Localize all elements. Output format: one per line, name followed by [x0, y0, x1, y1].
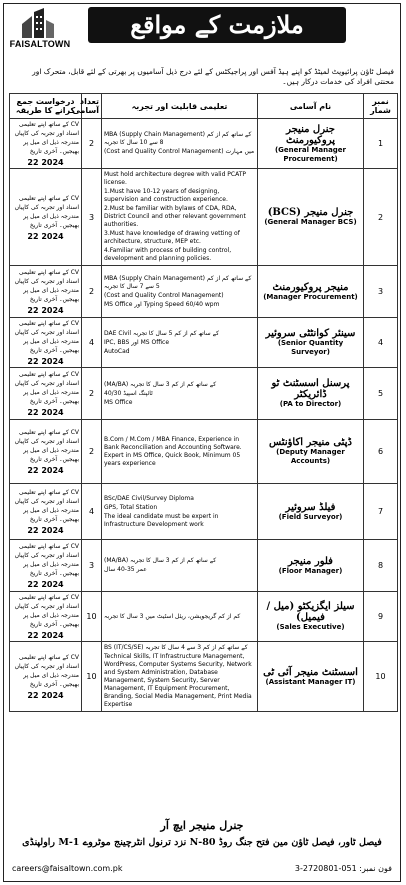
- apply-date: 22 2024: [27, 691, 64, 700]
- header-count: تعداد آسامی: [82, 94, 102, 119]
- intro-text: فیصل ٹاؤن پرائیویٹ لمیٹڈ کو اپنے ہیڈ آفس اور پراجیکٹس کے لئے درج ذیل آسامیوں پر بھرتی کے لئے قابل، متحرک اور محنتی افراد کی خدمات درکار ہیں۔: [32, 67, 394, 86]
- apply-date: 22 2024: [27, 466, 64, 475]
- apply-text: CV کے ساتھ اپنے تعلیمی اسناد اور تجربہ کی کاپیاں مندرجہ ذیل ای میل پر بھیجیں۔ آخری تاریخ: [14, 194, 79, 229]
- post-name: [258, 266, 364, 318]
- table-row: [10, 266, 398, 318]
- apply-text: CV کے ساتھ اپنے تعلیمی اسناد اور تجربہ کی کاپیاں مندرجہ ذیل ای میل پر بھیجیں۔ آخری تاریخ: [14, 543, 79, 577]
- table-row: [10, 484, 398, 540]
- table-row: [10, 318, 398, 368]
- qualification-line: کم از کم گریجویشن، ریئل اسٹیٹ میں 3 سال کا تجربہ: [104, 612, 241, 620]
- phone-value: 051-2720801-3: [294, 864, 357, 873]
- serial-number: 1: [364, 119, 398, 169]
- apply-method: [10, 368, 82, 420]
- qualification-line: B.Com / M.Com / MBA Finance, Experience in Bank Reconciliation and Accounting Software. Expert in MS Office, Quick Book, Minimum 05 years experience: [104, 435, 242, 467]
- apply-date: 22 2024: [27, 306, 64, 315]
- table-row: [10, 642, 398, 712]
- qualification-line: (Cost and Quality Control Management) میں مہارت: [104, 148, 255, 155]
- post-name-urdu: جنرل منیجر پروکیورمنٹ: [285, 123, 336, 146]
- qualification-line: 2.Must be familiar with bylaws of CDA, RDA, District Council and other relevant government authorities.: [104, 205, 246, 228]
- post-count: 3: [82, 540, 102, 592]
- footer: [4, 819, 400, 881]
- qualification-line: BS (IT/CS/SE) کے ساتھ کم از کم 3 سے 4 سال کا تجربہ: [104, 644, 248, 651]
- apply-text: CV کے ساتھ اپنے تعلیمی اسناد اور تجربہ کی کاپیاں مندرجہ ذیل ای میل پر بھیجیں۔ آخری تاریخ: [14, 489, 79, 523]
- qualification-line: MBA (Supply Chain Management) کے ساتھ کم از کم 8 سے 10 سال کا تجربہ: [104, 131, 252, 146]
- post-count: 2: [82, 266, 102, 318]
- address: فیصل ٹاور، فیصل ٹاؤن مین فتح جنگ روڈ N-80 نزد ترنول انٹرچینج موٹروے M-1 راولپنڈی: [22, 837, 382, 848]
- advertisement-page: [3, 3, 401, 882]
- post-name-english: (Field Surveyor): [278, 512, 343, 521]
- brand-name: FAISALTOWN: [9, 39, 71, 49]
- post-name: [258, 119, 364, 169]
- post-name-urdu: فلور منیجر: [288, 555, 333, 567]
- apply-text: CV کے ساتھ اپنے تعلیمی اسناد اور تجربہ کی کاپیاں مندرجہ ذیل ای میل پر بھیجیں۔ آخری تاریخ: [14, 654, 79, 688]
- qualification-line: DAE Civil کے ساتھ کم از کم 5 سال کا تجربہ: [104, 329, 219, 337]
- post-name: [258, 540, 364, 592]
- apply-date: 22 2024: [27, 580, 64, 589]
- qualification-cell: [102, 169, 258, 266]
- qualification-line: 4.Familiar with process of building control, development and planning policies.: [104, 247, 232, 262]
- qualification-cell: [102, 592, 258, 642]
- serial-number: 8: [364, 540, 398, 592]
- email-address[interactable]: careers@faisaltown.com.pk: [12, 864, 123, 873]
- serial-number: 6: [364, 420, 398, 484]
- post-name-english: (General Manager Procurement): [274, 145, 347, 163]
- apply-text: CV کے ساتھ اپنے تعلیمی اسناد اور تجربہ کی کاپیاں مندرجہ ذیل ای میل پر بھیجیں۔ آخری تاریخ: [14, 320, 79, 354]
- header: [4, 4, 400, 54]
- serial-number: 4: [364, 318, 398, 368]
- post-count: 4: [82, 484, 102, 540]
- table-header-row: [10, 94, 398, 119]
- phone-number: [295, 864, 392, 873]
- post-name-english: (Deputy Manager Accounts): [276, 448, 345, 465]
- apply-text: CV کے ساتھ اپنے تعلیمی اسناد اور تجربہ کی کاپیاں مندرجہ ذیل ای میل پر بھیجیں۔ آخری تاریخ: [14, 429, 79, 463]
- header-qualification: تعلیمی قابلیت اور تجربہ: [102, 94, 258, 119]
- table-row: [10, 592, 398, 642]
- post-name: [258, 169, 364, 266]
- qualification-line: GPS, Total Station: [104, 503, 158, 511]
- serial-number: 2: [364, 169, 398, 266]
- post-name-urdu: فیلڈ سروئیر: [285, 501, 336, 513]
- serial-number: 3: [364, 266, 398, 318]
- qualification-line: (Cost and Quality Control Management): [104, 291, 224, 299]
- serial-number: 9: [364, 592, 398, 642]
- phone-label: فون نمبر:: [359, 864, 392, 873]
- qualification-line: The ideal candidate must be expert in Infrastructure Development work: [104, 512, 219, 528]
- apply-method: [10, 318, 82, 368]
- apply-method: [10, 420, 82, 484]
- table-row: [10, 119, 398, 169]
- post-count: 3: [82, 169, 102, 266]
- apply-date: 22 2024: [27, 526, 64, 535]
- qualification-cell: [102, 368, 258, 420]
- apply-method: [10, 119, 82, 169]
- post-name: [258, 420, 364, 484]
- qualification-line: IPC, BBS اور MS Office: [104, 338, 170, 346]
- qualification-cell: [102, 642, 258, 712]
- serial-number: 7: [364, 484, 398, 540]
- signatory: جنرل منیجر ایچ آر: [160, 819, 244, 832]
- post-name: [258, 318, 364, 368]
- table-row: [10, 540, 398, 592]
- post-name-urdu: ڈپٹی منیجر اکاؤنٹس: [269, 437, 352, 448]
- table-row: [10, 169, 398, 266]
- post-name-urdu: منیجر پروکیورمنٹ: [272, 281, 349, 293]
- post-count: 10: [82, 642, 102, 712]
- table-row: [10, 368, 398, 420]
- serial-number: 5: [364, 368, 398, 420]
- apply-method: [10, 484, 82, 540]
- serial-number: 10: [364, 642, 398, 712]
- apply-method: [10, 266, 82, 318]
- post-name: [258, 368, 364, 420]
- apply-date: 22 2024: [27, 408, 64, 417]
- post-name-english: (Floor Manager): [278, 566, 343, 575]
- post-name-urdu: جنرل منیجر (BCS): [267, 207, 354, 218]
- post-count: 2: [82, 119, 102, 169]
- vacancies-table: [9, 93, 398, 712]
- building-logo-icon: [18, 8, 58, 40]
- apply-method: [10, 540, 82, 592]
- post-count: 2: [82, 420, 102, 484]
- qualification-cell: [102, 119, 258, 169]
- post-name-english: (Senior Quantity Surveyor): [277, 339, 344, 356]
- qualification-line: BSc/DAE Civil/Survey Diploma: [104, 494, 194, 502]
- header-post-name: نام آسامی: [258, 94, 364, 119]
- qualification-line: MS Office اور Typing Speed 60/40 wpm: [104, 300, 220, 308]
- qualification-cell: [102, 266, 258, 318]
- apply-text: CV کے ساتھ اپنے تعلیمی اسناد اور تجربہ کی کاپیاں مندرجہ ذیل ای میل پر بھیجیں۔ آخری تاریخ: [14, 594, 79, 628]
- post-name-english: (Sales Executive): [276, 623, 345, 631]
- apply-date: 22 2024: [27, 631, 64, 640]
- post-name: [258, 592, 364, 642]
- qualification-cell: [102, 420, 258, 484]
- qualification-line: Technical Skills, IT Infrastructure Management, WordPress, Computer Systems Security, Network and System Administration, Database Management, System Security, Server Management, IT Equipment Procurement, Branding, Social Media Management, Print Media Expertise: [104, 653, 252, 708]
- qualification-line: Must hold architecture degree with valid PCATP license.: [104, 171, 247, 186]
- post-name-english: (Assistant Manager IT): [265, 677, 356, 686]
- qualification-cell: [102, 318, 258, 368]
- qualification-line: عمر 35-40 سال: [104, 566, 147, 573]
- post-name-urdu: سیلز ایگزیکٹو (میل / فیمیل): [266, 601, 355, 623]
- qualification-cell: [102, 540, 258, 592]
- apply-text: CV کے ساتھ اپنے تعلیمی اسناد اور تجربہ کی کاپیاں مندرجہ ذیل ای میل پر بھیجیں۔ آخری تاریخ: [14, 371, 79, 405]
- post-name-english: (PA to Director): [279, 400, 342, 408]
- faisaltown-logo: [8, 8, 70, 54]
- qualification-line: 3.Must have knowledge of drawing vetting of architecture, structure, MEP etc.: [104, 230, 240, 245]
- apply-method: [10, 169, 82, 266]
- apply-method: [10, 592, 82, 642]
- qualification-line: (MA/BA) کے ساتھ کم از کم 3 سال کا تجربہ: [104, 380, 217, 388]
- qualification-line: (MA/BA) کے ساتھ کم از کم 3 سال کا تجربہ: [104, 557, 217, 564]
- post-name-urdu: سینئر کوانٹٹی سروئیر: [265, 328, 356, 339]
- post-name: [258, 484, 364, 540]
- post-name: [258, 642, 364, 712]
- qualification-cell: [102, 484, 258, 540]
- qualification-line: AutoCad: [104, 347, 130, 355]
- post-count: 10: [82, 592, 102, 642]
- table-row: [10, 420, 398, 484]
- qualification-line: MBA (Supply Chain Management) کے ساتھ کم از کم 5 سے 7 سال کا تجربہ: [104, 274, 252, 290]
- post-count: 2: [82, 368, 102, 420]
- post-name-urdu: اسسٹنٹ منیجر آئی ٹی: [263, 666, 358, 678]
- post-name-urdu: پرسنل اسسٹنٹ ٹو ڈائریکٹر: [271, 378, 350, 400]
- apply-date: 22 2024: [27, 357, 64, 366]
- apply-date: 22 2024: [27, 231, 64, 241]
- page-title: ملازمت کے مواقع: [88, 7, 346, 43]
- qualification-line: 1.Must have 10-12 years of designing, supervision and construction experience.: [104, 188, 228, 203]
- post-count: 4: [82, 318, 102, 368]
- apply-text: CV کے ساتھ اپنے تعلیمی اسناد اور تجربہ کی کاپیاں مندرجہ ذیل ای میل پر بھیجیں۔ آخری تاریخ: [14, 121, 79, 155]
- post-name-english: (General Manager BCS): [264, 218, 357, 226]
- qualification-line: 40/30 ٹائپنگ اسپیڈ: [104, 389, 153, 397]
- header-apply: درخواست جمع کرانے کا طریقہ: [10, 94, 82, 119]
- apply-method: [10, 642, 82, 712]
- post-name-english: (Manager Procurement): [263, 292, 358, 301]
- header-serial-no: نمبر شمار: [364, 94, 398, 119]
- qualification-line: MS Office: [104, 398, 133, 406]
- apply-text: CV کے ساتھ اپنے تعلیمی اسناد اور تجربہ کی کاپیاں مندرجہ ذیل ای میل پر بھیجیں۔ آخری تاریخ: [14, 269, 79, 303]
- apply-date: 22 2024: [27, 158, 64, 167]
